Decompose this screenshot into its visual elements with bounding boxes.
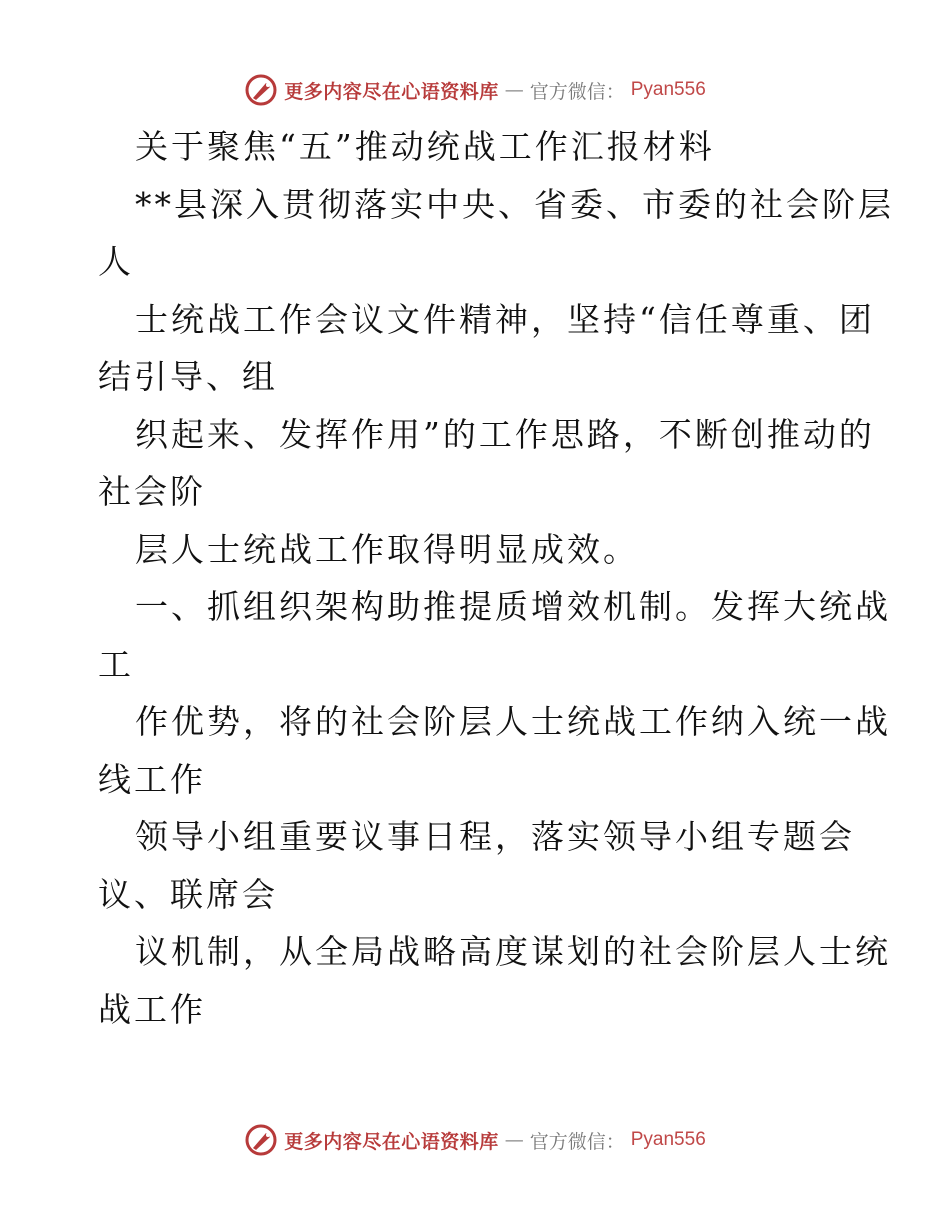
header-wechat-label: 官方微信：	[529, 80, 625, 103]
footer-banner-separator: —	[504, 1129, 524, 1151]
document-body	[98, 118, 894, 1038]
header-banner-text: 更多内容尽在心语资料库	[284, 80, 499, 103]
document-line: 线工作	[98, 759, 206, 799]
document-line: 人	[98, 242, 134, 281]
footer-wechat-id: Pyan556	[630, 1129, 706, 1150]
document-line: 领导小组重要议事日程，落实领导小组专题会	[135, 817, 855, 856]
header-banner	[0, 70, 950, 110]
header-banner-separator: —	[504, 79, 524, 101]
document-line: 社会阶	[98, 472, 206, 511]
document-line: 议、联席会	[98, 874, 278, 914]
document-line: 士统战工作会议文件精神，坚持“信任尊重、团	[135, 299, 875, 339]
document-line: 层人士统战工作取得明显成效。	[135, 529, 639, 569]
header-banner-inner	[244, 73, 706, 107]
document-line: 关于聚焦“五”推动统战工作汇报材料	[135, 127, 715, 166]
footer-banner	[0, 1120, 950, 1160]
pen-nib-logo-icon	[244, 73, 278, 107]
document-line: 织起来、发挥作用”的工作思路，不断创推动的	[135, 414, 875, 454]
document-line: 工	[98, 644, 134, 684]
document-line: 结引导、组	[98, 357, 278, 396]
pen-nib-logo-icon	[244, 1123, 278, 1157]
document-line: 一、抓组织架构助推提质增效机制。发挥大统战	[135, 587, 891, 626]
header-wechat-id: Pyan556	[630, 79, 706, 100]
document-line: 战工作	[98, 989, 206, 1029]
footer-banner-text: 更多内容尽在心语资料库	[284, 1130, 499, 1153]
document-line: 议机制，从全局战略高度谋划的社会阶层人士统	[135, 932, 891, 971]
footer-banner-inner	[244, 1123, 706, 1157]
document-line: 作优势，将的社会阶层人士统战工作纳入统一战	[135, 702, 891, 741]
document-line: **县深入贯彻落实中央、省委、市委的社会阶层	[135, 184, 894, 224]
footer-wechat-label: 官方微信：	[529, 1130, 625, 1153]
